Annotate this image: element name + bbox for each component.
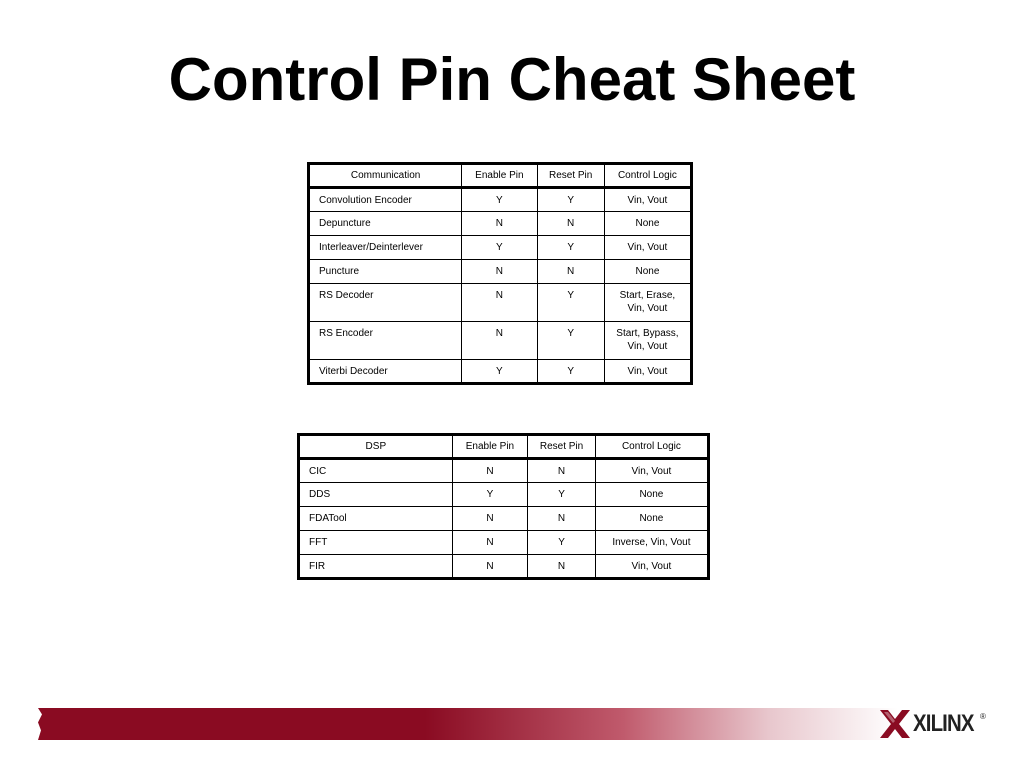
table-row xyxy=(309,322,692,360)
logo-text: XILINX xyxy=(913,710,974,737)
row-logic: Inverse, Vin, Vout xyxy=(595,531,708,555)
row-enable: N xyxy=(452,531,528,555)
row-name: DDS xyxy=(299,483,453,507)
header-enable-pin: Enable Pin xyxy=(452,435,528,459)
row-name: Convolution Encoder xyxy=(309,188,462,212)
table-row xyxy=(309,284,692,322)
footer-bar xyxy=(38,708,898,740)
dsp-table xyxy=(297,433,710,580)
row-enable: Y xyxy=(462,360,537,384)
table-header-row xyxy=(299,435,709,459)
row-logic: Vin, Vout xyxy=(595,555,708,579)
row-name: FFT xyxy=(299,531,453,555)
row-name: RS Encoder xyxy=(309,322,462,360)
row-reset: Y xyxy=(537,188,604,212)
row-logic: None xyxy=(604,212,691,236)
table-row xyxy=(299,507,709,531)
table-row xyxy=(299,483,709,507)
row-reset: N xyxy=(528,555,596,579)
header-communication: Communication xyxy=(309,164,462,188)
header-enable-pin: Enable Pin xyxy=(462,164,537,188)
table-row xyxy=(309,188,692,212)
row-logic: Vin, Vout xyxy=(604,236,691,260)
row-name: Depuncture xyxy=(309,212,462,236)
row-name: RS Decoder xyxy=(309,284,462,322)
table-row xyxy=(309,212,692,236)
row-logic: Vin, Vout xyxy=(604,360,691,384)
row-logic: Start, Bypass, Vin, Vout xyxy=(604,322,691,360)
xilinx-mark-icon xyxy=(880,710,910,738)
registered-mark: ® xyxy=(980,712,986,721)
row-reset: Y xyxy=(537,284,604,322)
table-row xyxy=(299,459,709,483)
header-control-logic: Control Logic xyxy=(604,164,691,188)
table-row xyxy=(309,360,692,384)
row-enable: N xyxy=(462,322,537,360)
table-row xyxy=(309,236,692,260)
communication-table xyxy=(307,162,693,385)
table-row xyxy=(309,260,692,284)
row-reset: N xyxy=(528,507,596,531)
row-name: Viterbi Decoder xyxy=(309,360,462,384)
page-title: Control Pin Cheat Sheet xyxy=(168,46,856,113)
row-enable: N xyxy=(452,555,528,579)
row-reset: N xyxy=(537,260,604,284)
row-enable: Y xyxy=(462,188,537,212)
row-enable: N xyxy=(452,459,528,483)
header-reset-pin: Reset Pin xyxy=(528,435,596,459)
row-reset: Y xyxy=(537,236,604,260)
row-logic: Start, Erase, Vin, Vout xyxy=(604,284,691,322)
row-enable: N xyxy=(462,284,537,322)
row-reset: Y xyxy=(528,483,596,507)
row-logic: Vin, Vout xyxy=(595,459,708,483)
header-reset-pin: Reset Pin xyxy=(537,164,604,188)
row-reset: N xyxy=(528,459,596,483)
row-name: FIR xyxy=(299,555,453,579)
row-reset: Y xyxy=(528,531,596,555)
row-reset: Y xyxy=(537,360,604,384)
row-name: Puncture xyxy=(309,260,462,284)
row-logic: None xyxy=(595,483,708,507)
table-row xyxy=(299,531,709,555)
row-logic: None xyxy=(595,507,708,531)
row-enable: Y xyxy=(462,236,537,260)
row-reset: Y xyxy=(537,322,604,360)
table-row xyxy=(299,555,709,579)
row-enable: N xyxy=(462,260,537,284)
row-enable: N xyxy=(462,212,537,236)
row-logic: None xyxy=(604,260,691,284)
row-enable: Y xyxy=(452,483,528,507)
row-name: CIC xyxy=(299,459,453,483)
header-control-logic: Control Logic xyxy=(595,435,708,459)
row-logic: Vin, Vout xyxy=(604,188,691,212)
table-header-row xyxy=(309,164,692,188)
xilinx-logo xyxy=(880,706,984,742)
row-name: FDATool xyxy=(299,507,453,531)
row-enable: N xyxy=(452,507,528,531)
row-reset: N xyxy=(537,212,604,236)
header-dsp: DSP xyxy=(299,435,453,459)
row-name: Interleaver/Deinterlever xyxy=(309,236,462,260)
